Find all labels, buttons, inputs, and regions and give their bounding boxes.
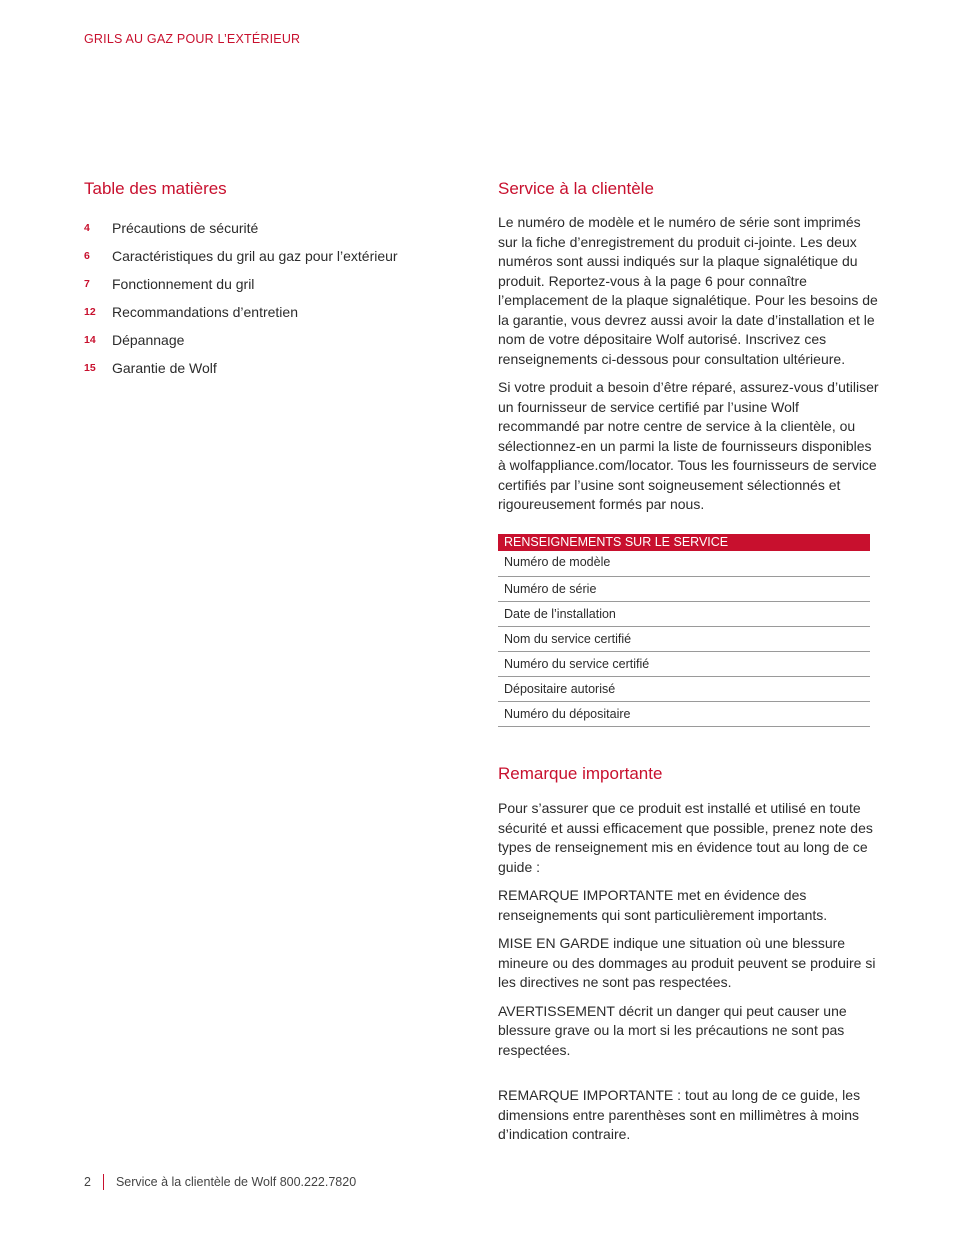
page-number: 2 bbox=[84, 1175, 91, 1189]
toc-item[interactable] bbox=[84, 214, 454, 242]
toc-label: Fonctionnement du gril bbox=[112, 276, 255, 292]
toc-page-number: 15 bbox=[84, 362, 96, 374]
notice-final-label: REMARQUE IMPORTANTE : bbox=[498, 1087, 682, 1103]
table-row: Dépositaire autorisé bbox=[498, 677, 870, 702]
running-header: GRILS AU GAZ POUR L’EXTÉRIEUR bbox=[84, 32, 301, 46]
toc-label: Dépannage bbox=[112, 332, 185, 348]
notice-text: indique une situation où une blessure mineure ou des dommages au produit peuvent se produire si les directives ne sont pas respectées. bbox=[498, 935, 876, 990]
notice-body bbox=[498, 799, 880, 1069]
toc-page-number: 4 bbox=[84, 222, 90, 234]
service-title: Service à la clientèle bbox=[498, 179, 654, 198]
toc-item[interactable] bbox=[84, 270, 454, 298]
toc-page-number: 14 bbox=[84, 334, 96, 346]
notice-label: REMARQUE IMPORTANTE bbox=[498, 887, 674, 903]
service-table-header: RENSEIGNEMENTS SUR LE SERVICE bbox=[498, 534, 870, 551]
table-row: Numéro de série bbox=[498, 577, 870, 602]
toc-page-number: 7 bbox=[84, 278, 90, 290]
toc-item[interactable] bbox=[84, 354, 454, 382]
footer-contact: Service à la clientèle de Wolf 800.222.7820 bbox=[115, 1175, 357, 1189]
notice-text: met en évidence des renseignements qui sont particulièrement importants. bbox=[498, 887, 828, 923]
service-paragraph-2: Si votre produit a besoin d’être réparé, assurez-vous d’utiliser un fournisseur de service certifié par l’usine Wolf recommandé par notre centre de service à la clientèle, ou sélectionnez-en un parmi la liste de fournisseurs disponibles à wolfappliance.com/locator. Tous les fournisseurs de service certifiés par l’usine sont soigneusement sélectionnés et rigoureusement formés par nous. bbox=[498, 379, 879, 512]
toc-label: Recommandations d’entretien bbox=[112, 304, 298, 320]
notice-item bbox=[498, 886, 880, 925]
table-row: Numéro de modèle bbox=[498, 551, 870, 577]
toc-page-number: 12 bbox=[84, 306, 96, 318]
toc-item[interactable] bbox=[84, 242, 454, 270]
table-row: Numéro du dépositaire bbox=[498, 702, 870, 727]
notice-text: décrit un danger qui peut causer une blessure grave ou la mort si les précautions ne sont pas respectées. bbox=[498, 1002, 847, 1058]
toc-title: Table des matières bbox=[84, 179, 227, 198]
notice-item bbox=[498, 934, 880, 993]
notice-label: MISE EN GARDE bbox=[498, 935, 610, 951]
service-info-table bbox=[498, 534, 870, 727]
table-row: Numéro du service certifié bbox=[498, 652, 870, 677]
service-paragraph-1: Le numéro de modèle et le numéro de série sont imprimés sur la fiche d’enregistrement du produit ci-jointe. Les deux numéros sont aussi indiqués sur la plaque signalétique du produit. Reportez-vous à la page 6 pour connaître l’emplacement de la plaque signalétique. Pour les besoins de la garantie, vous devrez aussi avoir la date d’installation et le nom de votre dépositaire Wolf autorisé. Inscrivez ces renseignements ci-dessous pour consultation ultérieure. bbox=[498, 214, 878, 367]
table-row: Date de l’installation bbox=[498, 602, 870, 627]
toc-label: Caractéristiques du gril au gaz pour l’extérieur bbox=[112, 248, 398, 264]
notice-item bbox=[498, 1002, 880, 1061]
toc-label: Précautions de sécurité bbox=[112, 220, 259, 236]
toc-label: Garantie de Wolf bbox=[112, 360, 217, 376]
footer-divider bbox=[103, 1174, 104, 1190]
notice-intro: Pour s’assurer que ce produit est installé et utilisé en toute sécurité et aussi efficacement que possible, prenez note des types de renseignement mis en évidence tout au long de ce guide : bbox=[498, 800, 873, 875]
notice-title: Remarque importante bbox=[498, 764, 663, 783]
toc-item[interactable] bbox=[84, 326, 454, 354]
page-footer bbox=[84, 1174, 356, 1190]
toc-item[interactable] bbox=[84, 298, 454, 326]
notice-label: AVERTISSEMENT bbox=[498, 1002, 615, 1019]
table-row: Nom du service certifié bbox=[498, 627, 870, 652]
service-body bbox=[498, 213, 880, 524]
notice-final-text: tout au long de ce guide, les dimensions entre parenthèses sont en millimètres à moins d’indication contraire. bbox=[498, 1087, 861, 1142]
toc-page-number: 6 bbox=[84, 250, 90, 262]
notice-final bbox=[498, 1086, 880, 1154]
table-of-contents bbox=[84, 214, 454, 382]
